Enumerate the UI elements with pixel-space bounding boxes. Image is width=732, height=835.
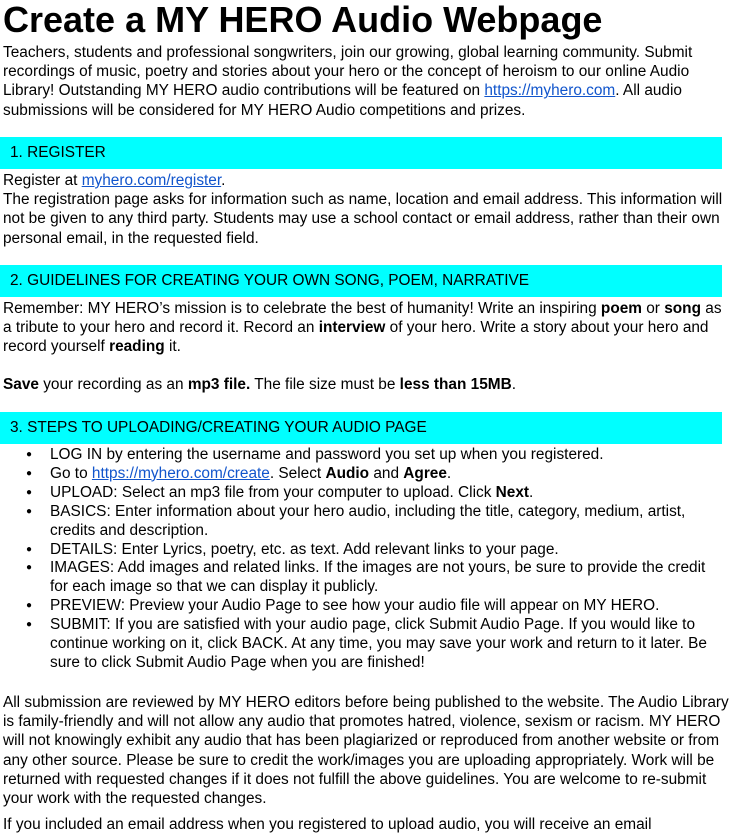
step-bold: Next xyxy=(495,483,530,501)
step-text: and xyxy=(369,464,404,482)
guidelines-text: it. xyxy=(164,338,181,356)
guidelines-paragraph xyxy=(3,299,729,357)
step-text: . Select xyxy=(269,464,326,482)
step-text: Go to xyxy=(50,464,92,482)
guidelines-bold: reading xyxy=(109,338,165,356)
guidelines-text: as a tribute to your hero and record it. Record an xyxy=(3,300,722,337)
intro-text-1: Teachers, students and professional songwriters, join our growing, global learning community. Submit recordings of music, poetry and stories about your hero or the concept of heroism to our online Audio Library! Outstanding MY HERO audio contributions will be featured on xyxy=(3,44,693,100)
review-paragraph: All submission are reviewed by MY HERO editors before being published to the website. The Audio Library is family-friendly and will not allow any audio that promotes hatred, violence, sexism or racism. MY HERO will not knowingly exhibit any audio that has been plagiarized or reproduced from another website or from any other source. Please be sure to credit the work/images you are uploading appropriately. Work will be returned with requested changes if it does not fulfill the above guidelines. You are welcome to re-submit your work with the requested changes. xyxy=(3,694,729,808)
step-basics-text: BASICS: Enter information about your hero audio, including the title, category, medium, artist, credits and description. xyxy=(50,502,686,539)
save-text: The file size must be xyxy=(250,376,400,393)
list-item xyxy=(0,465,725,484)
intro-paragraph xyxy=(3,43,729,120)
intro-text-2: . All audio submissions will be considered for MY HERO Audio competitions and prizes. xyxy=(3,82,682,119)
section-heading-register: 1. REGISTER xyxy=(0,137,722,169)
email-note-paragraph: If you included an email address when you registered to upload audio, you will receive an email xyxy=(3,816,652,833)
register-prefix: Register at xyxy=(3,172,82,189)
save-bold: Save xyxy=(3,376,39,393)
guidelines-bold: interview xyxy=(318,319,386,337)
list-item xyxy=(0,484,725,503)
step-login-text: LOG IN by entering the username and password you set up when you registered. xyxy=(50,446,604,463)
guidelines-bold: song xyxy=(664,300,701,317)
guidelines-bold: poem xyxy=(600,300,642,317)
section-heading-guidelines: 2. GUIDELINES FOR CREATING YOUR OWN SONG, POEM, NARRATIVE xyxy=(0,265,722,297)
steps-list xyxy=(0,446,725,673)
save-text: . xyxy=(511,376,517,393)
list-item xyxy=(0,541,725,560)
list-item xyxy=(0,616,725,673)
step-bold: Agree xyxy=(403,464,447,482)
guidelines-text: of your hero. Write a story about your hero and record yourself xyxy=(3,319,709,356)
guidelines-text: or xyxy=(641,300,665,317)
register-paragraph xyxy=(3,171,729,248)
create-link[interactable]: https://myhero.com/create xyxy=(91,464,270,482)
step-bold: Audio xyxy=(325,464,370,482)
list-item xyxy=(0,446,725,465)
save-paragraph xyxy=(3,375,729,394)
save-bold: mp3 file. xyxy=(187,376,251,393)
register-body: The registration page asks for information such as name, location and email address. This information will not be given to any third party. Students may use a school contact or email address, rather than their own personal email, in the requested field. xyxy=(3,191,723,247)
save-text: your recording as an xyxy=(38,376,188,393)
list-item xyxy=(0,597,725,616)
myhero-link[interactable]: https://myhero.com xyxy=(484,82,616,100)
register-line xyxy=(3,171,729,190)
step-details-text: DETAILS: Enter Lyrics, poetry, etc. as text. Add relevant links to your page. xyxy=(50,540,559,558)
step-text: UPLOAD: Select an mp3 file from your computer to upload. Click xyxy=(50,483,496,501)
page-title: Create a MY HERO Audio Webpage xyxy=(3,0,603,40)
section-heading-steps: 3. STEPS TO UPLOADING/CREATING YOUR AUDIO PAGE xyxy=(0,412,722,444)
step-text: . xyxy=(529,483,534,501)
guidelines-text: Remember: MY HERO’s mission is to celebrate the best of humanity! Write an inspiring xyxy=(3,300,601,317)
save-bold: less than 15MB xyxy=(399,376,512,393)
register-link[interactable]: myhero.com/register xyxy=(81,172,222,189)
register-suffix: . xyxy=(221,172,226,189)
list-item xyxy=(0,503,725,541)
step-submit-text: SUBMIT: If you are satisfied with your audio page, click Submit Audio Page. If you would like to continue working on it, click BACK. At any time, you may save your work and return to it later. Be sure to click Submit Audio Page when you are finished! xyxy=(50,616,707,671)
step-preview-text: PREVIEW: Preview your Audio Page to see how your audio file will appear on MY HERO. xyxy=(50,597,660,615)
list-item xyxy=(0,559,725,597)
step-images-text: IMAGES: Add images and related links. If the images are not yours, be sure to provide the credit for each image so that we can display it publicly. xyxy=(50,559,706,596)
step-text: . xyxy=(446,464,452,482)
